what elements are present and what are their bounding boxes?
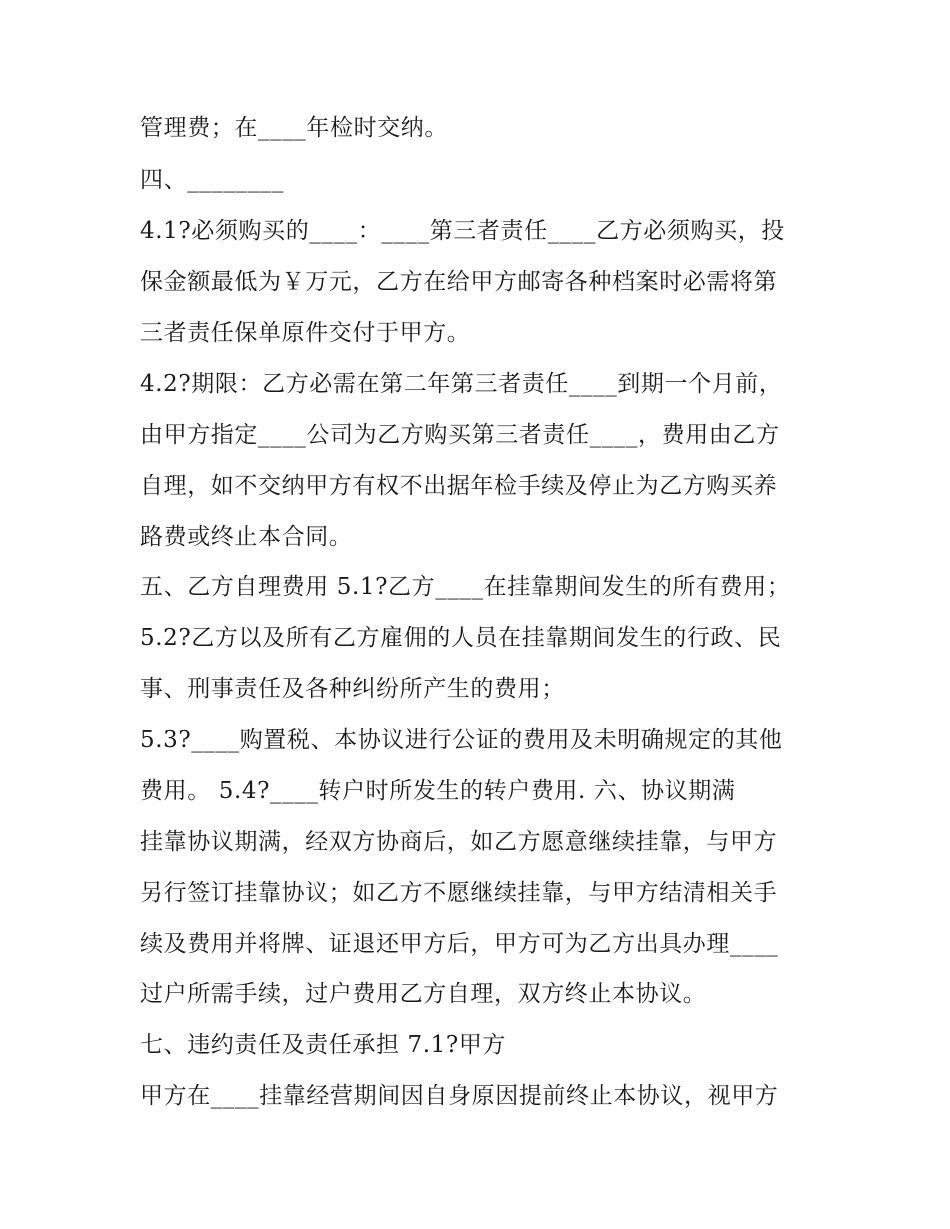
text-line: 路费或终止本合同。 (140, 524, 353, 550)
text-line: 过户所需手续，过户费用乙方自理，双方终止本协议。 (140, 981, 707, 1007)
text-line: 管理费；在____年检时交纳。 (140, 115, 448, 141)
text-line: 甲方在____挂靠经营期间因自身原因提前终止本协议，视甲方 (140, 1083, 779, 1109)
text-line: 另行签订挂靠协议；如乙方不愿继续挂靠，与甲方结清相关手 (140, 880, 778, 906)
text-line: 由甲方指定____公司为乙方购买第三者责任____，费用由乙方 (140, 422, 780, 448)
text-line: 5.3?____购置税、本协议进行公证的费用及未明确规定的其他 (140, 727, 783, 753)
text-line: 挂靠协议期满，经双方协商后，如乙方愿意继续挂靠，与甲方 (140, 829, 778, 855)
text-line: 自理，如不交纳甲方有权不出据年检手续及停止为乙方购买养 (140, 473, 778, 499)
text-line: 4.2?期限：乙方必需在第二年第三者责任____到期一个月前， (140, 371, 783, 397)
text-line: 5.2?乙方以及所有乙方雇佣的人员在挂靠期间发生的行政、民 (140, 625, 782, 651)
text-line: 事、刑事责任及各种纠纷所产生的费用； (140, 676, 565, 702)
section-heading: 四、________ (140, 167, 284, 193)
text-line: 保金额最低为￥万元，乙方在给甲方邮寄各种档案时必需将第 (140, 269, 778, 295)
text-line: 七、违约责任及责任承担 7.1?甲方 (140, 1032, 507, 1058)
text-line: 费用。 5.4?____转户时所发生的转户费用. 六、协议期满 (140, 778, 736, 804)
text-line: 4.1?必须购买的____：____第三者责任____乙方必须购买，投 (140, 218, 785, 244)
text-line: 五、乙方自理费用 5.1?乙方____在挂靠期间发生的所有费用； (140, 574, 791, 600)
text-line: 续及费用并将牌、证退还甲方后，甲方可为乙方出具办理____ (140, 931, 779, 957)
text-line: 三者责任保单原件交付于甲方。 (140, 320, 471, 346)
